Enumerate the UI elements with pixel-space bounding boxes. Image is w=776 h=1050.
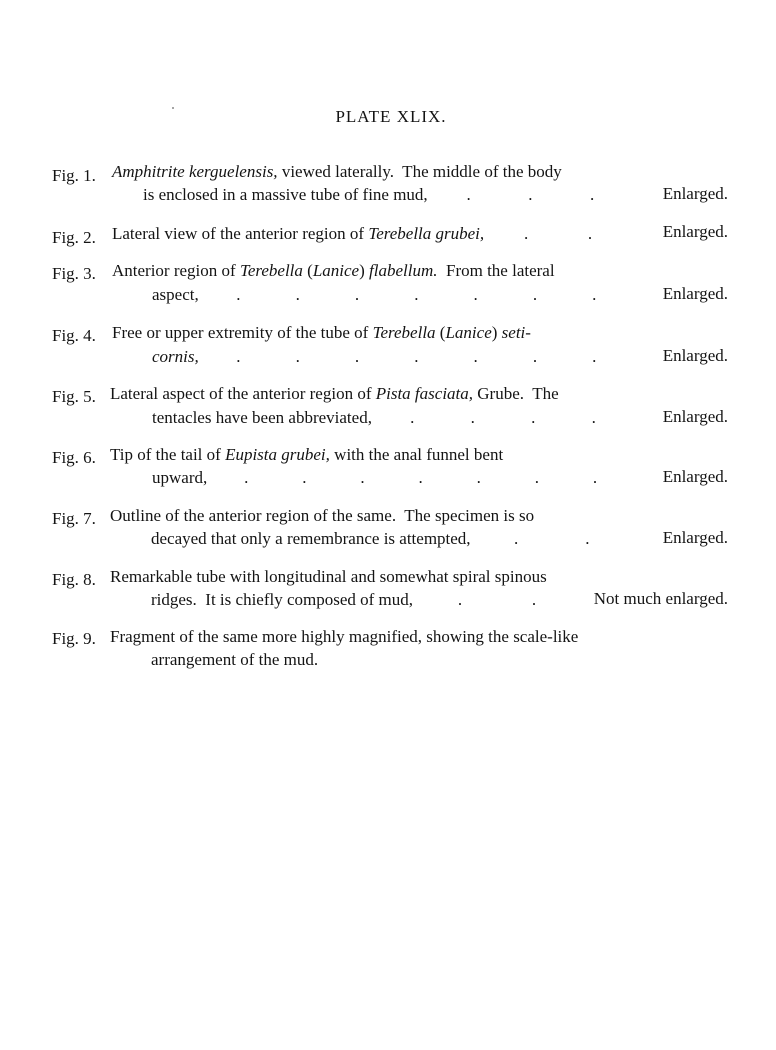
leader-dots: . . . [466,185,595,204]
figure-label: Fig. 9. [52,629,96,648]
figure-caption-line1: Tip of the tail of Eupista grubei, with the anal funnel bent [110,445,504,464]
figure-caption-line2: is enclosed in a massive tube of fine mud, . . . [143,185,623,205]
figure-caption-line2: decayed that only a remembrance is attempted, . . [151,529,623,549]
figure-label: Fig. 5. [52,387,96,406]
plate-title: PLATE XLIX. [335,107,447,126]
leader-dots: . . . . [410,408,596,427]
figure-caption-line2: upward, . . . . . . . [152,468,624,488]
figure-label: Fig. 4. [52,326,96,345]
magnification-note: Enlarged. [662,407,728,426]
figure-caption-line2: tentacles have been abbreviated, . . . . [152,408,624,428]
magnification-note: Enlarged. [662,528,728,547]
figure-label: Fig. 6. [52,448,96,467]
figure-caption-line1: Anterior region of Terebella (Lanice) flabellum. From the lateral [112,261,555,280]
figure-caption-line1: Remarkable tube with longitudinal and somewhat spiral spinous [110,567,547,586]
figure-label: Fig. 7. [52,509,96,528]
figure-label: Fig. 8. [52,570,96,589]
figure-caption-line2: ridges. It is chiefly composed of mud, . . [151,590,571,610]
leader-dots: . . [457,590,537,609]
figure-caption-line1: Free or upper extremity of the tube of Terebella (Lanice) seti- [112,323,531,342]
magnification-note: Enlarged. [662,346,728,365]
figure-caption-line2: cornis, . . . . . . . [152,347,624,367]
magnification-note: Enlarged. [662,284,728,303]
magnification-note: Enlarged. [662,467,728,486]
magnification-note: Not much enlarged. [593,589,728,608]
figure-caption-line1: Lateral aspect of the anterior region of Pista fasciata, Grube. The [110,384,559,403]
leader-dots: . . [524,224,593,243]
magnification-note: Enlarged. [662,184,728,203]
figure-caption-line1: Amphitrite kerguelensis, viewed laterally. The middle of the body [112,162,562,181]
leader-dots: . . . . . . . [244,468,598,487]
figure-caption-line1: Outline of the anterior region of the same. The specimen is so [110,506,535,525]
figure-label: Fig. 2. [52,228,96,247]
figure-label: Fig. 1. [52,166,96,185]
figure-list [0,160,776,700]
magnification-note: Enlarged. [662,222,728,241]
figure-caption-line1: Lateral view of the anterior region of Terebella grubei, . . [112,224,622,244]
leader-dots: . . . . . . . [236,347,597,366]
figure-label: Fig. 3. [52,264,96,283]
leader-dots: . . [514,529,590,548]
figure-caption-line2: arrangement of the mud. [151,650,319,669]
leader-dots: . . . . . . . [236,285,597,304]
figure-caption-line1: Fragment of the same more highly magnified, showing the scale-like [110,627,579,646]
figure-caption-line2: aspect, . . . . . . . [152,285,624,305]
